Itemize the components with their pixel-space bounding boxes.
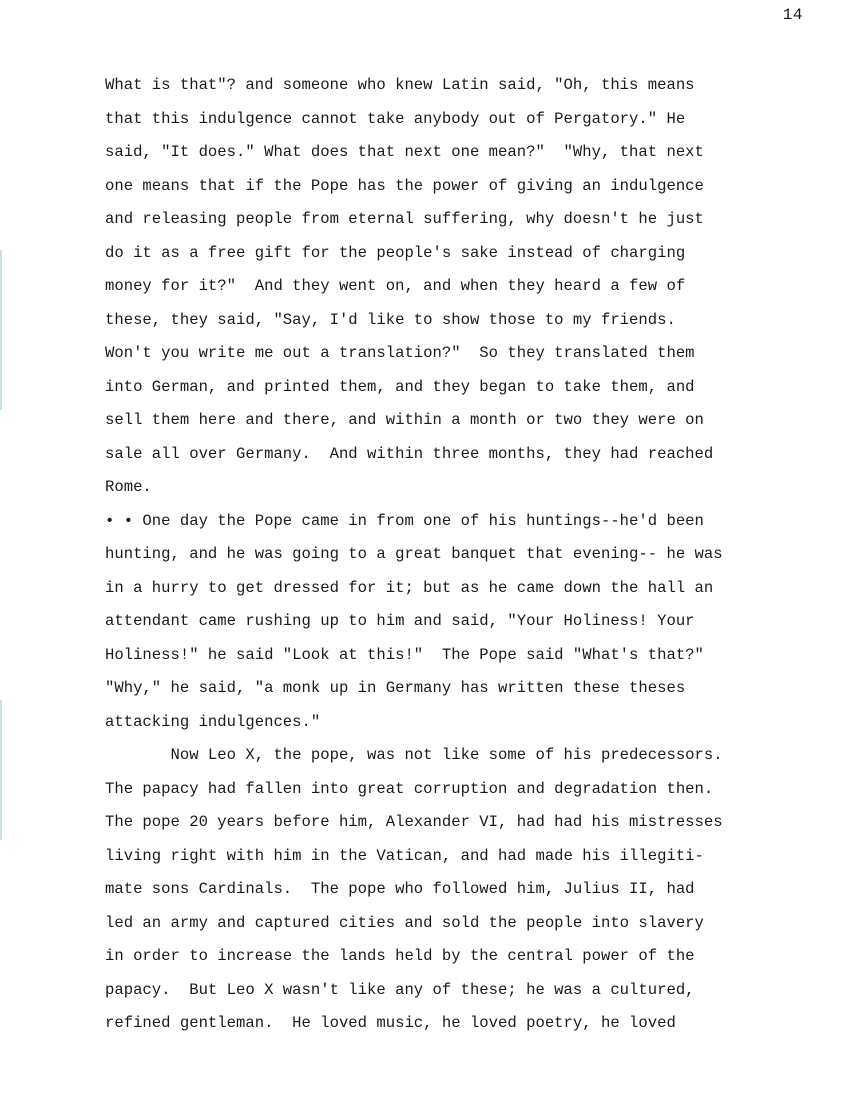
text-line: attendant came rushing up to him and said, "Your Holiness! Your [105, 612, 695, 630]
text-line: refined gentleman. He loved music, he loved poetry, he loved [105, 1014, 676, 1032]
text-line: What is that"? and someone who knew Latin said, "Oh, this means [105, 76, 695, 94]
text-line: attacking indulgences." [105, 712, 321, 731]
text-line: in a hurry to get dressed for it; but as he came down the hall an [105, 578, 714, 597]
text-line: led an army and captured cities and sold the people into slavery [105, 913, 704, 932]
text-line: sale all over Germany. And within three months, they had reached [105, 444, 714, 463]
text-line: in order to increase the lands held by the central power of the [105, 947, 695, 965]
text-line: into German, and printed them, and they began to take them, and [105, 377, 695, 396]
text-line: mate sons Cardinals. The pope who followed him, Julius II, had [105, 880, 695, 898]
text-line: "Why," he said, "a monk up in Germany has written these theses [105, 679, 686, 697]
text-line: said, "It does." What does that next one mean?" "Why, that next [105, 143, 704, 161]
text-line: these, they said, "Say, I'd like to show those to my friends. [105, 310, 676, 329]
text-line: money for it?" And they went on, and when they heard a few of [105, 277, 686, 295]
left-edge-mark-lower [0, 700, 2, 840]
document-body [105, 72, 795, 1044]
text-line: The papacy had fallen into great corruption and degradation then. [105, 779, 714, 798]
text-line: Rome. [105, 478, 152, 496]
text-line: and releasing people from eternal suffering, why doesn't he just [105, 210, 704, 228]
text-line: one means that if the Pope has the power of giving an indulgence [105, 176, 704, 195]
page-number: 14 [782, 6, 803, 24]
text-line: hunting, and he was going to a great banquet that evening-- he was [105, 545, 723, 563]
text-line: The pope 20 years before him, Alexander VI, had had his mistresses [105, 813, 723, 831]
text-line: Won't you write me out a translation?" So they translated them [105, 344, 695, 362]
text-line: Now Leo X, the pope, was not like some of his predecessors. [105, 746, 723, 764]
text-line: Holiness!" he said "Look at this!" The Pope said "What's that?" [105, 645, 704, 664]
text-line: that this indulgence cannot take anybody out of Pergatory." He [105, 109, 686, 128]
text-line: • • One day the Pope came in from one of his huntings--he'd been [105, 511, 704, 530]
text-line: living right with him in the Vatican, and had made his illegiti- [105, 846, 704, 865]
text-line: do it as a free gift for the people's sake instead of charging [105, 243, 686, 262]
text-line: papacy. But Leo X wasn't like any of these; he was a cultured, [105, 980, 695, 999]
left-edge-mark [0, 250, 2, 410]
text-line: sell them here and there, and within a month or two they were on [105, 411, 704, 429]
